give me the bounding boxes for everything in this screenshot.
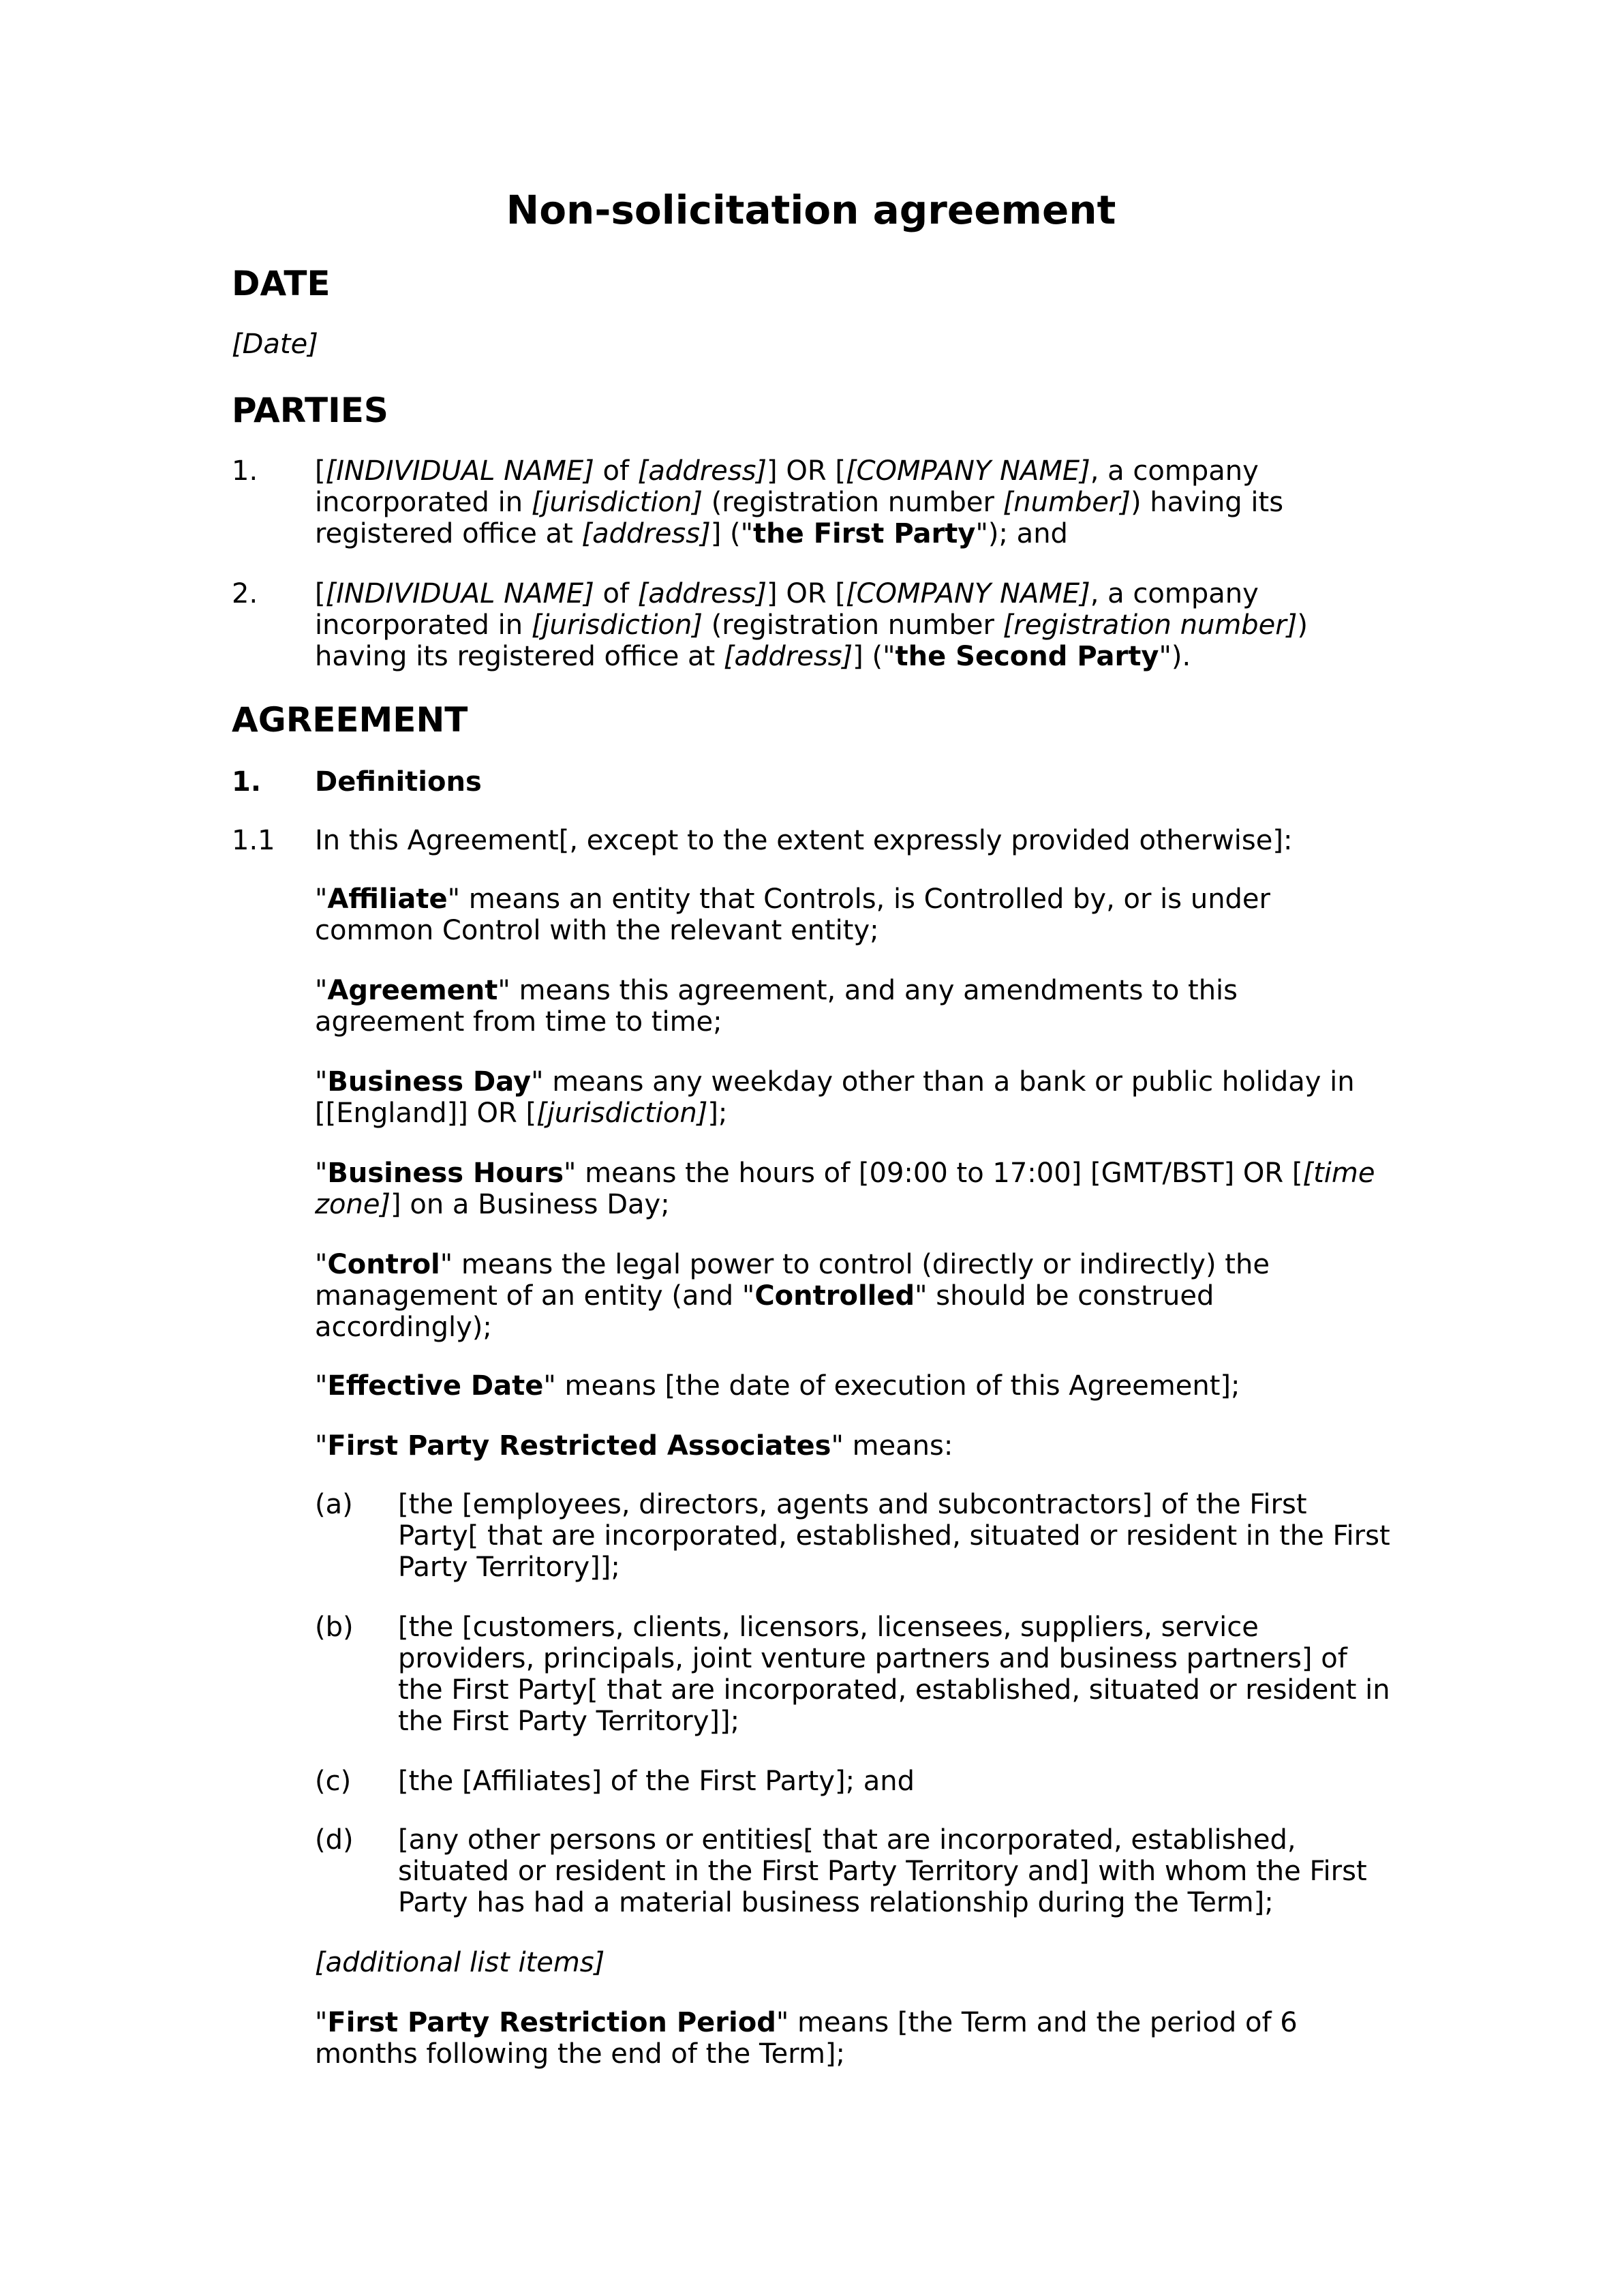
list-item-line: [any other persons or entities[ that are incorporated, established,: [398, 1824, 1296, 1856]
additional-list-items: [additional list items]: [315, 1947, 605, 1978]
clause-1-1-number: 1.1: [232, 825, 275, 856]
list-item-label: (a): [315, 1489, 353, 1520]
document-title: Non-solicitation agreement: [506, 187, 1116, 233]
party-2-number: 2.: [232, 578, 258, 609]
party-2-line-2: incorporated in [jurisdiction] (registration number [registration number]): [315, 609, 1308, 641]
list-item-label: (b): [315, 1612, 354, 1643]
definition-control-line-1: "Control" means the legal power to control (directly or indirectly) the: [315, 1249, 1270, 1280]
list-item-line: providers, principals, joint venture partners and business partners] of: [398, 1643, 1347, 1674]
list-item-line: Party has had a material business relationship during the Term];: [398, 1887, 1274, 1918]
party-1-line-1: [[INDIVIDUAL NAME] of [address]] OR [[COMPANY NAME], a company: [315, 455, 1259, 487]
list-item-line: [the [customers, clients, licensors, licensees, suppliers, service: [398, 1612, 1259, 1643]
defined-term: Business Hours: [327, 1158, 564, 1189]
list-item-line: situated or resident in the First Party Territory and] with whom the First: [398, 1856, 1367, 1887]
definition-affiliate-line-1: "Affiliate" means an entity that Controls, is Controlled by, or is under: [315, 883, 1270, 915]
date-heading: DATE: [232, 264, 331, 303]
defined-term: Affiliate: [327, 883, 448, 915]
list-item-line: Party Territory]];: [398, 1552, 620, 1583]
parties-heading: PARTIES: [232, 391, 388, 430]
definition-agreement-line-2: agreement from time to time;: [315, 1006, 722, 1038]
definition-business-day-line-2: [[England]] OR [[jurisdiction]];: [315, 1098, 728, 1129]
agreement-heading: AGREEMENT: [232, 700, 468, 740]
defined-term: First Party Restricted Associates: [327, 1430, 831, 1462]
party-1-number: 1.: [232, 455, 258, 487]
defined-term: First Party Restriction Period: [327, 2007, 776, 2038]
definition-fprp-line-1: "First Party Restriction Period" means [the Term and the period of 6: [315, 2007, 1298, 2038]
defined-term: Control: [327, 1249, 440, 1280]
clause-1-heading: Definitions: [315, 766, 482, 798]
definition-effective-date: "Effective Date" means [the date of execution of this Agreement];: [315, 1370, 1240, 1402]
party-1-line-2: incorporated in [jurisdiction] (registration number [number]) having its: [315, 487, 1284, 518]
date-value: [Date]: [232, 329, 318, 360]
party-2-line-3: having its registered office at [address]] ("the Second Party").: [315, 641, 1191, 672]
defined-term: Agreement: [327, 975, 498, 1006]
definition-first-party-restricted-associates: "First Party Restricted Associates" means:: [315, 1430, 953, 1462]
definition-control-line-2: management of an entity (and "Controlled" should be construed: [315, 1280, 1214, 1312]
list-item-label: (d): [315, 1824, 354, 1856]
defined-term: Effective Date: [327, 1370, 544, 1402]
list-item-label: (c): [315, 1766, 352, 1797]
definition-business-hours-line-1: "Business Hours" means the hours of [09:00 to 17:00] [GMT/BST] OR [[time: [315, 1158, 1375, 1189]
definition-control-line-3: accordingly);: [315, 1312, 492, 1343]
definition-agreement-line-1: "Agreement" means this agreement, and any amendments to this: [315, 975, 1238, 1006]
list-item-line: [the [Affiliates] of the First Party]; and: [398, 1766, 915, 1797]
definition-affiliate-line-2: common Control with the relevant entity;: [315, 915, 879, 946]
list-item-line: [the [employees, directors, agents and subcontractors] of the First: [398, 1489, 1307, 1520]
list-item-line: the First Party[ that are incorporated, established, situated or resident in: [398, 1674, 1390, 1706]
list-item-line: Party[ that are incorporated, established, situated or resident in the First: [398, 1520, 1390, 1552]
defined-term: Business Day: [327, 1066, 532, 1098]
clause-1-number: 1.: [232, 766, 262, 798]
definition-business-hours-line-2: zone]] on a Business Day;: [315, 1189, 670, 1220]
clause-1-1-text: In this Agreement[, except to the extent expressly provided otherwise]:: [315, 825, 1293, 856]
definition-business-day-line-1: "Business Day" means any weekday other than a bank or public holiday in: [315, 1066, 1355, 1098]
list-item-line: the First Party Territory]];: [398, 1706, 740, 1737]
definition-fprp-line-2: months following the end of the Term];: [315, 2038, 846, 2070]
party-2-line-1: [[INDIVIDUAL NAME] of [address]] OR [[COMPANY NAME], a company: [315, 578, 1259, 609]
party-1-line-3: registered office at [address]] ("the First Party"); and: [315, 518, 1068, 549]
